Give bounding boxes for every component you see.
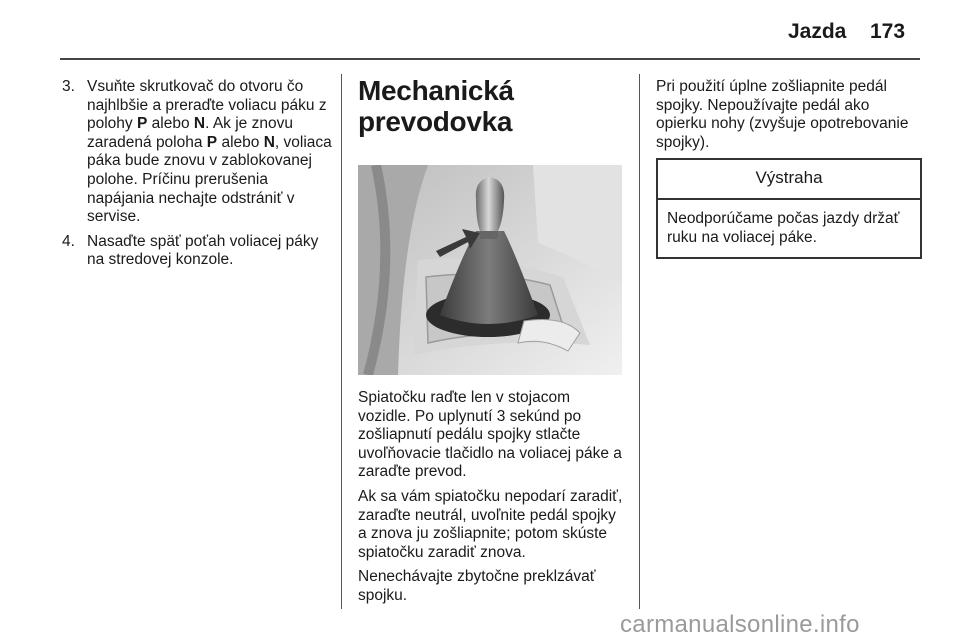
- page-header: [0, 0, 960, 58]
- step-number: 3.: [62, 78, 75, 95]
- step-list: [62, 78, 332, 270]
- section-title: Mechanická prevodovka: [358, 75, 514, 137]
- paragraph: Pri použití úplne zošliapnite pedál spojky. Nepoužívajte pedál ako opierku nohy (zvyšuje opotrebovanie spojky).: [656, 78, 909, 151]
- chapter-title: Jazda: [788, 20, 847, 43]
- column-1: [62, 78, 332, 276]
- column-3: [656, 78, 922, 259]
- column-divider: [341, 74, 342, 609]
- watermark: carmanualsonline.info: [620, 611, 860, 638]
- warning-box: [656, 158, 922, 259]
- warning-text: Neodporúčame počas jazdy držať ruku na voliacej páke.: [667, 209, 900, 246]
- list-item: [62, 233, 332, 270]
- column-2: [358, 75, 624, 612]
- paragraph: Spiatočku raďte len v stojacom vozidle. Po uplynutí 3 sekúnd po zošliapnutí pedálu spojky stlačte uvoľňovacie tlačidlo na voliacej páke a zaraďte prevod.: [358, 389, 622, 481]
- step-number: 4.: [62, 232, 75, 250]
- paragraph: Ak sa vám spiatočku nepodarí zaradiť, zaraďte neutrál, uvoľnite pedál spojky a znova ju zošliapnite; potom skúste spiatočku zaradiť znova.: [358, 487, 623, 561]
- step-text: Vsuňte skrutkovač do otvoru čo najhlbšie a preraďte voliacu páku z polohy P alebo N. Ak je znovu zaradená poloha P alebo N, voliaca páka bude znovu v zablokovanej polohe. Príčinu prerušenia napájania nechajte odstrániť v servise.: [87, 78, 332, 226]
- column-divider: [639, 74, 640, 609]
- header-divider: [60, 58, 920, 60]
- list-item: [62, 78, 332, 227]
- step-text: Nasaďte späť poťah voliacej páky na stredovej konzole.: [87, 232, 319, 269]
- page-number: 173: [870, 20, 906, 43]
- warning-title: Výstraha: [658, 160, 920, 200]
- paragraph: Nenechávajte zbytočne preklzávať spojku.: [358, 568, 596, 604]
- gear-lever-illustration: [358, 165, 622, 375]
